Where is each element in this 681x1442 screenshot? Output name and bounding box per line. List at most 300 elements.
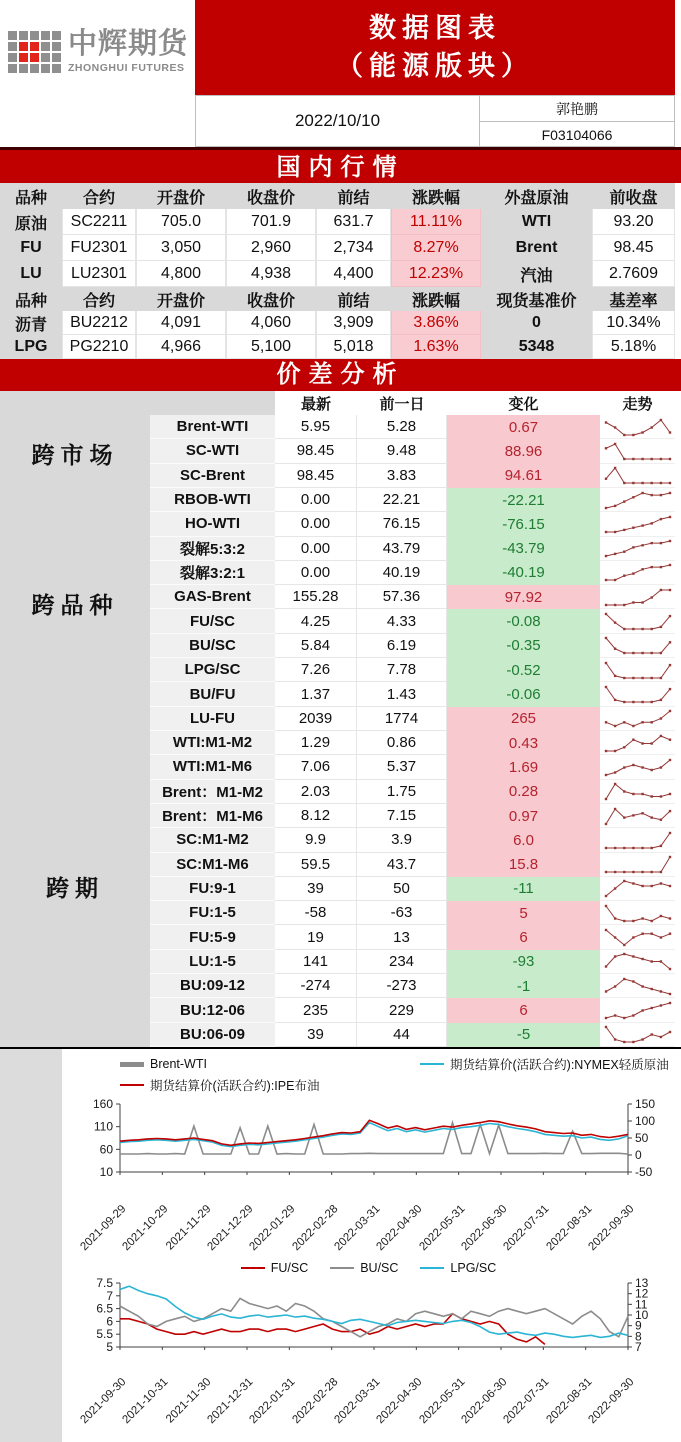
- logo-square: [30, 53, 39, 62]
- spread-row-latest: 19: [275, 925, 357, 949]
- spread-row-name: LU-FU: [150, 707, 275, 731]
- trend-sparkline-cell: [600, 974, 675, 998]
- svg-text:6.5: 6.5: [96, 1301, 113, 1316]
- spread-row-change: 97.92: [447, 585, 600, 609]
- trend-sparkline-cell: [600, 901, 675, 925]
- spread-row-change: -0.35: [447, 634, 600, 658]
- chart1-x-axis-labels: [62, 1201, 675, 1265]
- cell-contract: FU2301: [62, 235, 136, 261]
- trend-sparkline-cell: [600, 755, 675, 779]
- legend-label: 期货结算价(活跃合约):IPE布油: [150, 1079, 320, 1093]
- report-date: 2022/10/10: [195, 95, 480, 147]
- spread-row-change: 6: [447, 998, 600, 1022]
- trend-sparkline: [602, 707, 674, 729]
- logo-square: [8, 53, 17, 62]
- trend-sparkline: [602, 853, 674, 875]
- x-axis-date-label: 2022-07-31: [501, 1203, 552, 1254]
- spread-row-change: -40.19: [447, 561, 600, 585]
- chart2-plot: [62, 1277, 675, 1369]
- group-label-cross-variety: 跨品种: [31, 592, 119, 618]
- svg-text:10: 10: [99, 1165, 113, 1179]
- spread-row-prevday: 6.19: [357, 634, 447, 658]
- legend-item: [120, 1055, 420, 1073]
- svg-text:10: 10: [635, 1308, 649, 1322]
- spread-row-latest: 59.5: [275, 853, 357, 877]
- spread-row-name: BU:12-06: [150, 998, 275, 1022]
- cell-ext_name: WTI: [481, 209, 592, 235]
- cell-chg: 8.27%: [391, 235, 481, 261]
- x-axis-date-label: 2022-01-31: [247, 1376, 298, 1427]
- cell-chg: 12.23%: [391, 261, 481, 287]
- logo-square: [19, 42, 28, 51]
- column-header: 品种: [0, 183, 62, 209]
- x-axis-date-label: 2021-10-31: [120, 1376, 171, 1427]
- x-axis-date-label: 2021-12-31: [205, 1376, 256, 1427]
- svg-text:5.5: 5.5: [96, 1327, 113, 1342]
- logo-square: [30, 31, 39, 40]
- trend-sparkline: [602, 732, 674, 754]
- ratio-chart: [62, 1261, 675, 1438]
- report-title-line1: 数据图表: [369, 12, 501, 43]
- spread-row-prevday: 40.19: [357, 561, 447, 585]
- legend-line-swatch: [420, 1063, 444, 1065]
- spread-row-latest: 1.37: [275, 682, 357, 706]
- logo-square: [52, 53, 61, 62]
- cell-ext_value: 10.34%: [592, 311, 675, 335]
- spread-row-latest: 1.29: [275, 731, 357, 755]
- spread-row-prevday: 9.48: [357, 439, 447, 463]
- spread-header-group-spacer: [0, 391, 150, 415]
- spread-row-change: 0.97: [447, 804, 600, 828]
- section-title-domestic: 国内行情: [0, 147, 681, 183]
- cell-chg: 11.11%: [391, 209, 481, 235]
- trend-sparkline: [602, 416, 674, 438]
- spread-row-change: 88.96: [447, 439, 600, 463]
- spread-row-change: -76.15: [447, 512, 600, 536]
- x-axis-date-label: 2022-05-31: [417, 1376, 468, 1427]
- x-axis-date-label: 2022-08-31: [544, 1376, 595, 1427]
- spread-row-latest: 141: [275, 950, 357, 974]
- logo-square: [8, 42, 17, 51]
- logo-square: [41, 53, 50, 62]
- cell-open: 4,966: [136, 335, 226, 359]
- spread-col-change: 变化: [508, 395, 539, 413]
- column-header: 涨跌幅: [391, 183, 481, 209]
- trend-sparkline-cell: [600, 998, 675, 1022]
- cell-prev: 4,400: [316, 261, 391, 287]
- spread-row-latest: 0.00: [275, 561, 357, 585]
- x-axis-date-label: 2022-02-28: [290, 1203, 341, 1254]
- spread-row-change: 6.0: [447, 828, 600, 852]
- spread-row-prevday: 229: [357, 998, 447, 1022]
- logo-square: [52, 31, 61, 40]
- spread-header-name-spacer: [150, 391, 275, 415]
- trend-sparkline: [602, 877, 674, 899]
- column-header: 现货基准价: [481, 287, 592, 311]
- report-title-banner: [195, 0, 675, 95]
- spread-row-name: FU:5-9: [150, 925, 275, 949]
- svg-text:-50: -50: [635, 1165, 653, 1179]
- trend-sparkline-cell: [600, 415, 675, 439]
- trend-sparkline-cell: [600, 537, 675, 561]
- trend-sparkline: [602, 464, 674, 486]
- trend-sparkline: [602, 513, 674, 535]
- trend-sparkline: [602, 561, 674, 583]
- x-axis-date-label: 2022-01-29: [247, 1203, 298, 1254]
- trend-sparkline-cell: [600, 585, 675, 609]
- legend-label: 期货结算价(活跃合约):NYMEX轻质原油: [450, 1058, 669, 1072]
- trend-sparkline-cell: [600, 1023, 675, 1047]
- report-title-line2: （能源版块）: [336, 50, 534, 81]
- column-header: 收盘价: [226, 287, 316, 311]
- trend-sparkline: [602, 586, 674, 608]
- legend-item: [120, 1076, 420, 1094]
- spread-row-latest: 39: [275, 1023, 357, 1047]
- spread-row-name: SC:M1-M6: [150, 853, 275, 877]
- cell-prev: 5,018: [316, 335, 391, 359]
- cell-ext_value: 93.20: [592, 209, 675, 235]
- spread-row-prevday: 234: [357, 950, 447, 974]
- zhonghui-logo: [8, 30, 192, 74]
- logo-square: [41, 42, 50, 51]
- spread-row-change: 0.28: [447, 780, 600, 804]
- cell-open: 3,050: [136, 235, 226, 261]
- trend-sparkline: [602, 610, 674, 632]
- column-header: 前结: [316, 287, 391, 311]
- analyst-name: 郭艳鹏: [480, 96, 674, 122]
- section-title-spread: 价差分析: [0, 359, 681, 391]
- x-axis-date-label: 2022-09-30: [586, 1376, 637, 1427]
- legend-label: BU/SC: [360, 1261, 399, 1275]
- spread-row-name: LPG/SC: [150, 658, 275, 682]
- spread-col-latest: 最新: [300, 395, 331, 413]
- spread-row-latest: 8.12: [275, 804, 357, 828]
- spread-row-change: -0.52: [447, 658, 600, 682]
- cell-prev: 631.7: [316, 209, 391, 235]
- spread-row-latest: 9.9: [275, 828, 357, 852]
- cell-ext_name: Brent: [481, 235, 592, 261]
- x-axis-date-label: 2021-12-29: [205, 1203, 256, 1254]
- spread-row-latest: 0.00: [275, 537, 357, 561]
- x-axis-date-label: 2021-09-30: [78, 1376, 129, 1427]
- spread-row-change: -43.79: [447, 537, 600, 561]
- spread-row-prevday: 43.79: [357, 537, 447, 561]
- legend-label: Brent-WTI: [150, 1057, 207, 1071]
- spread-table-header: [0, 391, 675, 415]
- svg-text:8: 8: [635, 1329, 642, 1344]
- spread-row-latest: -274: [275, 974, 357, 998]
- spread-row-change: -11: [447, 877, 600, 901]
- spread-row-name: BU/SC: [150, 634, 275, 658]
- trend-sparkline-cell: [600, 853, 675, 877]
- cell-close: 4,938: [226, 261, 316, 287]
- spread-row-name: GAS-Brent: [150, 585, 275, 609]
- group-label-cross-market: 跨市场: [31, 442, 119, 468]
- spread-row-change: 6: [447, 925, 600, 949]
- logo-square: [41, 64, 50, 73]
- chart2-legend: [62, 1261, 675, 1275]
- x-axis-date-label: 2022-06-30: [459, 1376, 510, 1427]
- legend-item: [420, 1261, 496, 1275]
- svg-text:5: 5: [106, 1340, 113, 1354]
- cell-ext_value: 5.18%: [592, 335, 675, 359]
- chart1-plot: [62, 1096, 675, 1196]
- legend-line-swatch: [120, 1062, 144, 1067]
- spread-row-prevday: 1.43: [357, 682, 447, 706]
- trend-sparkline: [602, 902, 674, 924]
- svg-text:150: 150: [635, 1097, 656, 1111]
- spread-row-prevday: 57.36: [357, 585, 447, 609]
- logo-square: [41, 31, 50, 40]
- trend-sparkline: [602, 440, 674, 462]
- trend-sparkline: [602, 829, 674, 851]
- spread-row-change: 0.43: [447, 731, 600, 755]
- trend-sparkline-cell: [600, 488, 675, 512]
- charts-section: [0, 1047, 681, 1442]
- spread-row-change: 0.67: [447, 415, 600, 439]
- spread-table-body: [0, 415, 675, 1047]
- brand-name-en: ZHONGHUI FUTURES: [68, 62, 185, 74]
- column-header: 基差率: [592, 287, 675, 311]
- spread-row-prevday: -273: [357, 974, 447, 998]
- spread-row-latest: 98.45: [275, 439, 357, 463]
- svg-text:60: 60: [99, 1142, 113, 1157]
- spread-row-prevday: 5.37: [357, 755, 447, 779]
- trend-sparkline-cell: [600, 512, 675, 536]
- legend-label: FU/SC: [270, 1261, 309, 1275]
- column-header: 开盘价: [136, 183, 226, 209]
- spread-row-name: SC-WTI: [150, 439, 275, 463]
- chart1-legend: [62, 1055, 675, 1094]
- legend-label: LPG/SC: [450, 1261, 497, 1275]
- spread-col-prevday: 前一日: [379, 395, 425, 413]
- column-header: 合约: [62, 287, 136, 311]
- legend-item: [241, 1261, 309, 1275]
- logo-square: [19, 64, 28, 73]
- trend-sparkline-cell: [600, 950, 675, 974]
- x-axis-date-label: 2022-03-31: [332, 1203, 383, 1254]
- spread-row-latest: 5.84: [275, 634, 357, 658]
- cell-ext_name: 5348: [481, 335, 592, 359]
- trend-sparkline-cell: [600, 804, 675, 828]
- legend-item: [330, 1261, 398, 1275]
- cell-close: 5,100: [226, 335, 316, 359]
- spread-row-name: FU:1-5: [150, 901, 275, 925]
- svg-text:0: 0: [635, 1148, 642, 1162]
- spread-row-prevday: 22.21: [357, 488, 447, 512]
- trend-sparkline-cell: [600, 464, 675, 488]
- trend-sparkline: [602, 926, 674, 948]
- logo-square: [19, 53, 28, 62]
- legend-line-swatch: [120, 1084, 144, 1086]
- svg-text:12: 12: [635, 1286, 649, 1301]
- spread-row-name: RBOB-WTI: [150, 488, 275, 512]
- spread-row-latest: 2.03: [275, 780, 357, 804]
- spread-row-latest: 0.00: [275, 512, 357, 536]
- trend-sparkline-cell: [600, 561, 675, 585]
- trend-sparkline-cell: [600, 731, 675, 755]
- cell-close: 4,060: [226, 311, 316, 335]
- trend-sparkline-cell: [600, 634, 675, 658]
- trend-sparkline: [602, 756, 674, 778]
- spread-row-name: SC-Brent: [150, 464, 275, 488]
- spread-row-latest: 4.25: [275, 609, 357, 633]
- x-axis-date-label: 2022-02-28: [290, 1376, 341, 1427]
- x-axis-date-label: 2022-05-31: [417, 1203, 468, 1254]
- spread-row-name: FU/SC: [150, 609, 275, 633]
- spread-row-change: -22.21: [447, 488, 600, 512]
- cell-close: 701.9: [226, 209, 316, 235]
- cell-open: 4,091: [136, 311, 226, 335]
- spread-row-name: 裂解5:3:2: [150, 537, 275, 561]
- svg-text:7: 7: [106, 1288, 113, 1303]
- spread-row-name: SC:M1-M2: [150, 828, 275, 852]
- x-axis-date-label: 2021-09-29: [78, 1203, 129, 1254]
- x-axis-date-label: 2022-03-31: [332, 1376, 383, 1427]
- spread-col-trend: 走势: [622, 395, 653, 413]
- cell-variety: 沥青: [0, 311, 62, 335]
- trend-sparkline-cell: [600, 707, 675, 731]
- trend-sparkline: [602, 805, 674, 827]
- x-axis-date-label: 2021-11-30: [163, 1376, 214, 1426]
- svg-text:7.5: 7.5: [96, 1277, 113, 1290]
- x-axis-date-label: 2022-04-30: [374, 1376, 425, 1427]
- trend-sparkline-cell: [600, 828, 675, 852]
- trend-sparkline: [602, 999, 674, 1021]
- spread-row-latest: 39: [275, 877, 357, 901]
- column-header: 涨跌幅: [391, 287, 481, 311]
- trend-sparkline: [602, 683, 674, 705]
- cell-variety: FU: [0, 235, 62, 261]
- trend-sparkline-cell: [600, 439, 675, 463]
- cell-variety: LPG: [0, 335, 62, 359]
- trend-sparkline: [602, 489, 674, 511]
- trend-sparkline: [602, 634, 674, 656]
- spread-row-name: BU:09-12: [150, 974, 275, 998]
- column-header: 开盘价: [136, 287, 226, 311]
- svg-text:160: 160: [92, 1097, 113, 1111]
- x-axis-date-label: 2022-08-31: [544, 1203, 595, 1254]
- spread-row-change: 15.8: [447, 853, 600, 877]
- cell-chg: 3.86%: [391, 311, 481, 335]
- logo-square: [30, 64, 39, 73]
- spread-row-prevday: 0.86: [357, 731, 447, 755]
- trend-sparkline: [602, 780, 674, 802]
- cell-variety: 原油: [0, 209, 62, 235]
- trend-sparkline: [602, 950, 674, 972]
- logo-square: [8, 64, 17, 73]
- svg-text:50: 50: [635, 1131, 649, 1145]
- spread-row-prevday: 7.15: [357, 804, 447, 828]
- spread-row-change: 5: [447, 901, 600, 925]
- trend-sparkline-cell: [600, 609, 675, 633]
- spread-row-change: -0.08: [447, 609, 600, 633]
- legend-line-swatch: [241, 1267, 265, 1269]
- svg-text:110: 110: [93, 1119, 113, 1134]
- spread-row-name: Brent：M1-M6: [150, 804, 275, 828]
- spread-row-prevday: 76.15: [357, 512, 447, 536]
- cell-ext_value: 2.7609: [592, 261, 675, 287]
- spread-row-prevday: 13: [357, 925, 447, 949]
- trend-sparkline: [602, 1023, 674, 1045]
- spread-row-change: 1.69: [447, 755, 600, 779]
- logo-square: [52, 42, 61, 51]
- logo-square: [8, 31, 17, 40]
- cell-chg: 1.63%: [391, 335, 481, 359]
- column-header: 前收盘: [592, 183, 675, 209]
- svg-text:100: 100: [635, 1114, 656, 1128]
- spread-row-change: 265: [447, 707, 600, 731]
- trend-sparkline-cell: [600, 682, 675, 706]
- spread-row-prevday: 4.33: [357, 609, 447, 633]
- trend-sparkline-cell: [600, 877, 675, 901]
- spread-row-name: 裂解3:2:1: [150, 561, 275, 585]
- spread-row-latest: 235: [275, 998, 357, 1022]
- spread-row-name: Brent-WTI: [150, 415, 275, 439]
- spread-row-change: 94.61: [447, 464, 600, 488]
- column-header: 合约: [62, 183, 136, 209]
- spread-row-latest: 2039: [275, 707, 357, 731]
- group-label-cross-period: 跨期: [46, 875, 104, 901]
- column-header: 前结: [316, 183, 391, 209]
- spread-row-name: BU/FU: [150, 682, 275, 706]
- brand-name-cn: 中辉期货: [68, 28, 189, 60]
- spread-row-latest: 5.95: [275, 415, 357, 439]
- legend-line-swatch: [420, 1267, 444, 1269]
- legend-item: [420, 1055, 675, 1073]
- x-axis-date-label: 2021-11-29: [163, 1203, 214, 1253]
- analyst-license: F03104066: [541, 126, 613, 143]
- spread-row-change: -1: [447, 974, 600, 998]
- spread-row-prevday: 3.9: [357, 828, 447, 852]
- cell-ext_name: 汽油: [481, 261, 592, 287]
- trend-sparkline-cell: [600, 925, 675, 949]
- spread-row-name: HO-WTI: [150, 512, 275, 536]
- spread-row-prevday: 5.28: [357, 415, 447, 439]
- cell-prev: 2,734: [316, 235, 391, 261]
- spread-rows-grid: [150, 415, 675, 1047]
- x-axis-date-label: 2022-04-30: [374, 1203, 425, 1254]
- x-axis-date-label: 2022-06-30: [459, 1203, 510, 1254]
- spread-row-name: Brent：M1-M2: [150, 780, 275, 804]
- trend-sparkline-cell: [600, 780, 675, 804]
- cell-close: 2,960: [226, 235, 316, 261]
- cell-variety: LU: [0, 261, 62, 287]
- logo-square: [19, 31, 28, 40]
- legend-line-swatch: [330, 1267, 354, 1269]
- analyst-box: [479, 95, 675, 147]
- spread-row-prevday: 44: [357, 1023, 447, 1047]
- spread-row-latest: 7.06: [275, 755, 357, 779]
- spread-row-name: WTI:M1-M2: [150, 731, 275, 755]
- x-axis-date-label: 2021-10-29: [120, 1203, 171, 1254]
- svg-text:11: 11: [635, 1297, 648, 1312]
- column-header: 品种: [0, 287, 62, 311]
- spread-row-latest: 0.00: [275, 488, 357, 512]
- spread-row-prevday: 50: [357, 877, 447, 901]
- trend-sparkline: [602, 659, 674, 681]
- cell-contract: PG2210: [62, 335, 136, 359]
- charts-left-margin: [0, 1049, 62, 1442]
- cell-ext_value: 98.45: [592, 235, 675, 261]
- spread-row-change: -0.06: [447, 682, 600, 706]
- cell-contract: SC2211: [62, 209, 136, 235]
- crude-oil-price-chart: [62, 1055, 675, 1265]
- cell-ext_name: 0: [481, 311, 592, 335]
- spread-row-change: -93: [447, 950, 600, 974]
- cell-open: 4,800: [136, 261, 226, 287]
- column-header: 外盘原油: [481, 183, 592, 209]
